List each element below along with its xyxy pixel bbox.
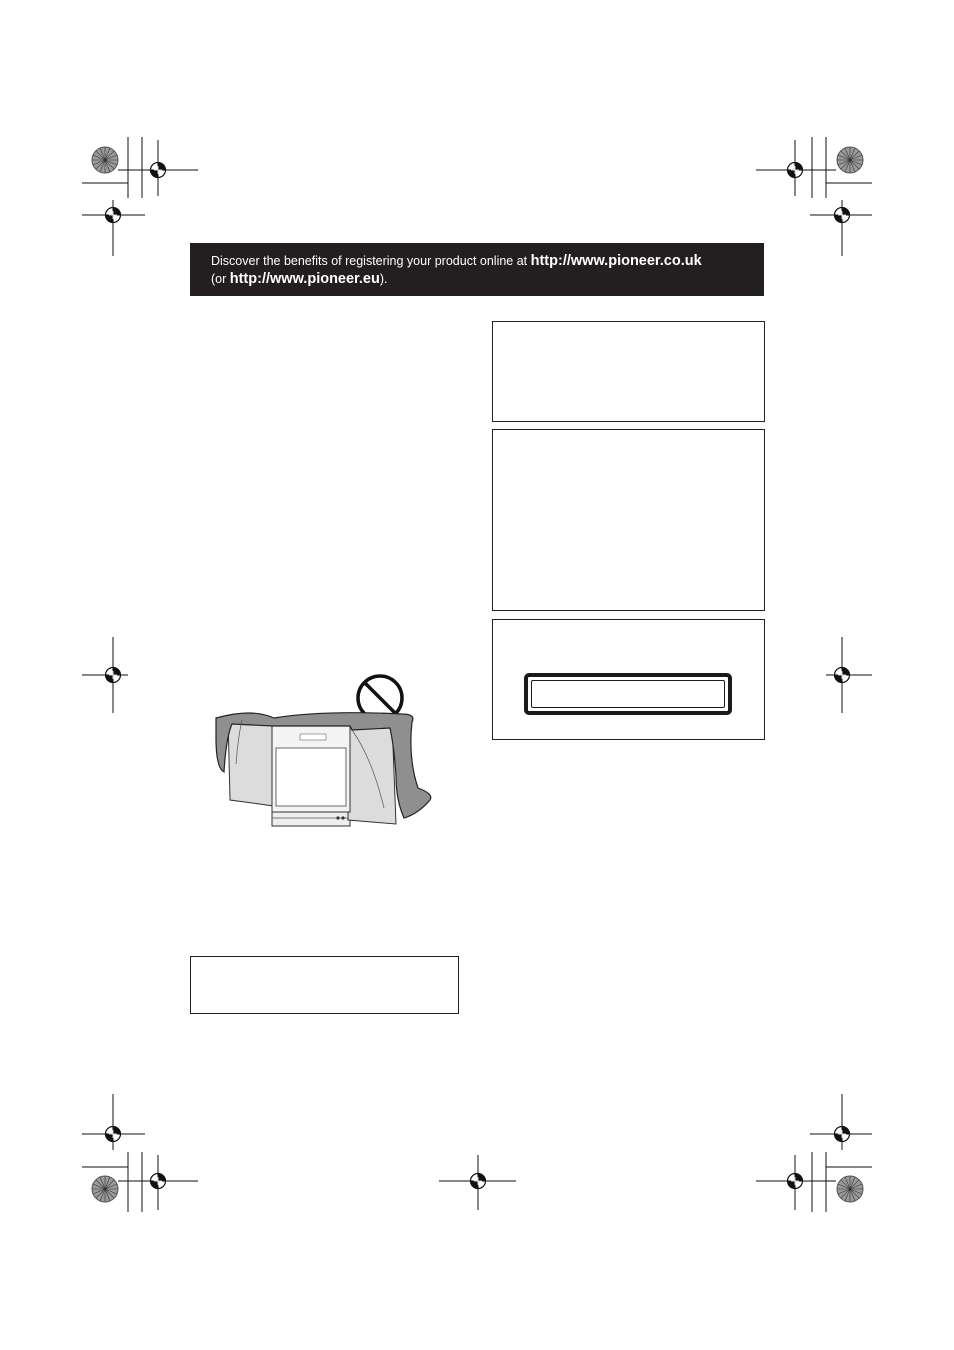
- banner-text-open: (or: [211, 272, 230, 286]
- registration-banner: [190, 243, 764, 296]
- pioneer-uk-link[interactable]: http://www.pioneer.co.uk: [530, 253, 702, 269]
- notice-box-2: [492, 429, 765, 611]
- banner-line-1: [211, 252, 764, 270]
- banner-text: Discover the benefits of registering your product online at: [211, 254, 531, 268]
- notice-box-left: [190, 956, 459, 1014]
- pioneer-eu-link[interactable]: http://www.pioneer.eu: [229, 271, 380, 287]
- notice-box-1: [492, 321, 765, 422]
- laser-product-label: [524, 673, 732, 715]
- banner-line-2: [211, 270, 764, 288]
- banner-text-close: ).: [379, 272, 388, 286]
- covered-stereo-illustration: [212, 668, 442, 833]
